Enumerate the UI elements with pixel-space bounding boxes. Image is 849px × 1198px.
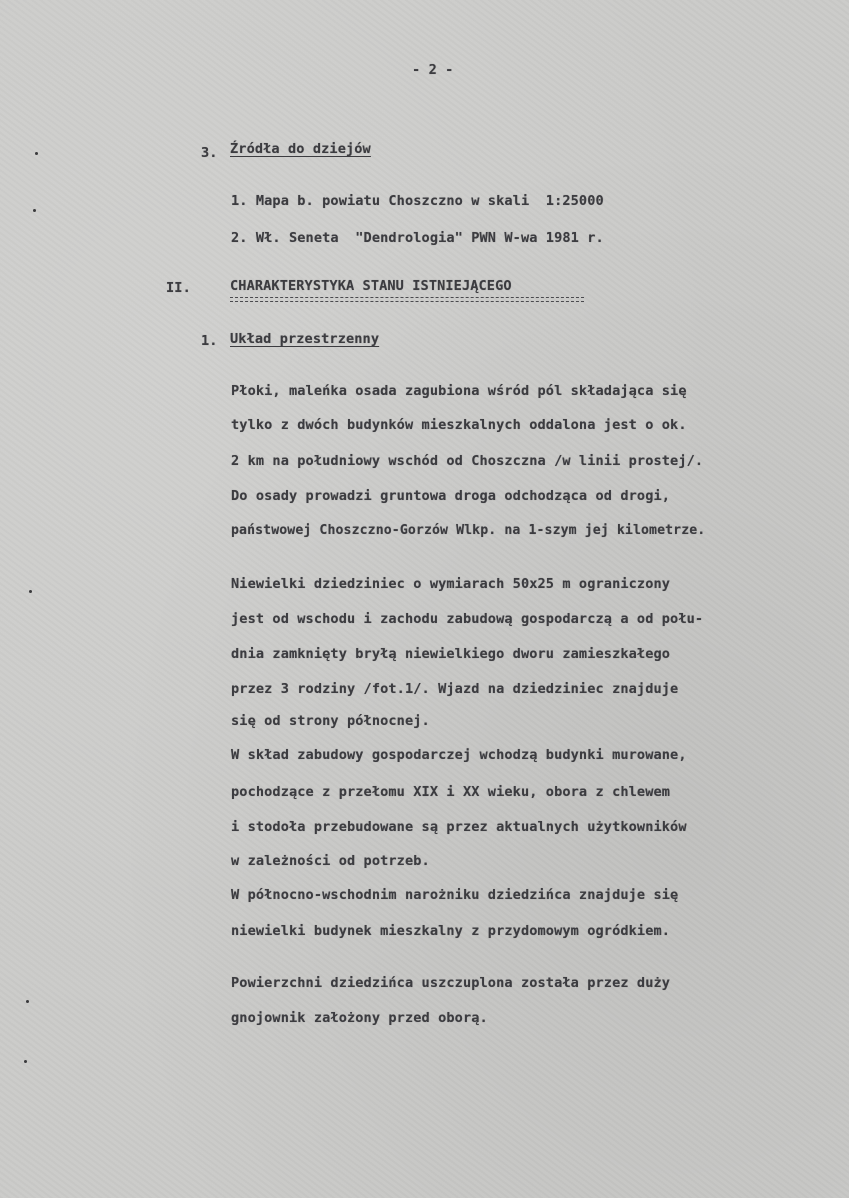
section-3-number: 3. bbox=[201, 145, 218, 161]
body-line: jest od wschodu i zachodu zabudową gospodarczą a od połu- bbox=[231, 611, 704, 627]
body-line: przez 3 rodziny /fot.1/. Wjazd na dziedziniec znajduje bbox=[231, 681, 679, 697]
title-double-underline bbox=[230, 301, 584, 302]
title-double-underline bbox=[230, 297, 584, 298]
body-line: dnia zamknięty bryłą niewielkiego dworu zamieszkałego bbox=[231, 646, 671, 662]
body-line: w zależności od potrzeb. bbox=[231, 853, 430, 869]
body-line: państwowej Choszczno-Gorzów Wlkp. na 1-szym jej kilometrze. bbox=[231, 523, 706, 538]
body-line: tylko z dwóch budynków mieszkalnych oddalona jest o ok. bbox=[231, 417, 687, 433]
body-line: Płoki, maleńka osada zagubiona wśród pól składająca się bbox=[231, 383, 687, 399]
paper-speck bbox=[24, 1060, 27, 1063]
body-line: pochodzące z przełomu XIX i XX wieku, obora z chlewem bbox=[231, 784, 671, 800]
paper-speck bbox=[33, 209, 36, 212]
paper-speck bbox=[35, 152, 38, 155]
page-number: - 2 - bbox=[412, 62, 454, 78]
body-line: 2 km na południowy wschód od Choszczna /w linii prostej/. bbox=[231, 453, 704, 469]
body-line: Niewielki dziedziniec o wymiarach 50x25 m ograniczony bbox=[231, 576, 671, 592]
source-item: 2. Wł. Seneta "Dendrologia" PWN W-wa 1981 r. bbox=[231, 230, 604, 246]
body-line: gnojownik założony przed oborą. bbox=[231, 1010, 488, 1026]
paper-speck bbox=[26, 1000, 29, 1003]
body-line: się od strony północnej. bbox=[231, 713, 430, 729]
section-3-title: Źródła do dziejów bbox=[230, 141, 371, 157]
body-line: W północno-wschodnim narożniku dziedzińca znajduje się bbox=[231, 887, 679, 903]
paper-speck bbox=[29, 590, 32, 593]
subsection-1-title: Układ przestrzenny bbox=[230, 331, 380, 347]
body-line: Do osady prowadzi gruntowa droga odchodząca od drogi, bbox=[231, 488, 671, 504]
body-line: i stodoła przebudowane są przez aktualnych użytkowników bbox=[231, 819, 687, 835]
section-ii-title: CHARAKTERYSTYKA STANU ISTNIEJĄCEGO bbox=[230, 278, 512, 294]
body-line: W skład zabudowy gospodarczej wchodzą budynki murowane, bbox=[231, 747, 687, 763]
section-ii-number: II. bbox=[166, 280, 191, 296]
body-line: niewielki budynek mieszkalny z przydomowym ogródkiem. bbox=[231, 923, 671, 939]
source-item: 1. Mapa b. powiatu Choszczno w skali 1:25000 bbox=[231, 193, 604, 209]
subsection-1-number: 1. bbox=[201, 333, 218, 349]
body-line: Powierzchni dziedzińca uszczuplona została przez duży bbox=[231, 975, 671, 991]
